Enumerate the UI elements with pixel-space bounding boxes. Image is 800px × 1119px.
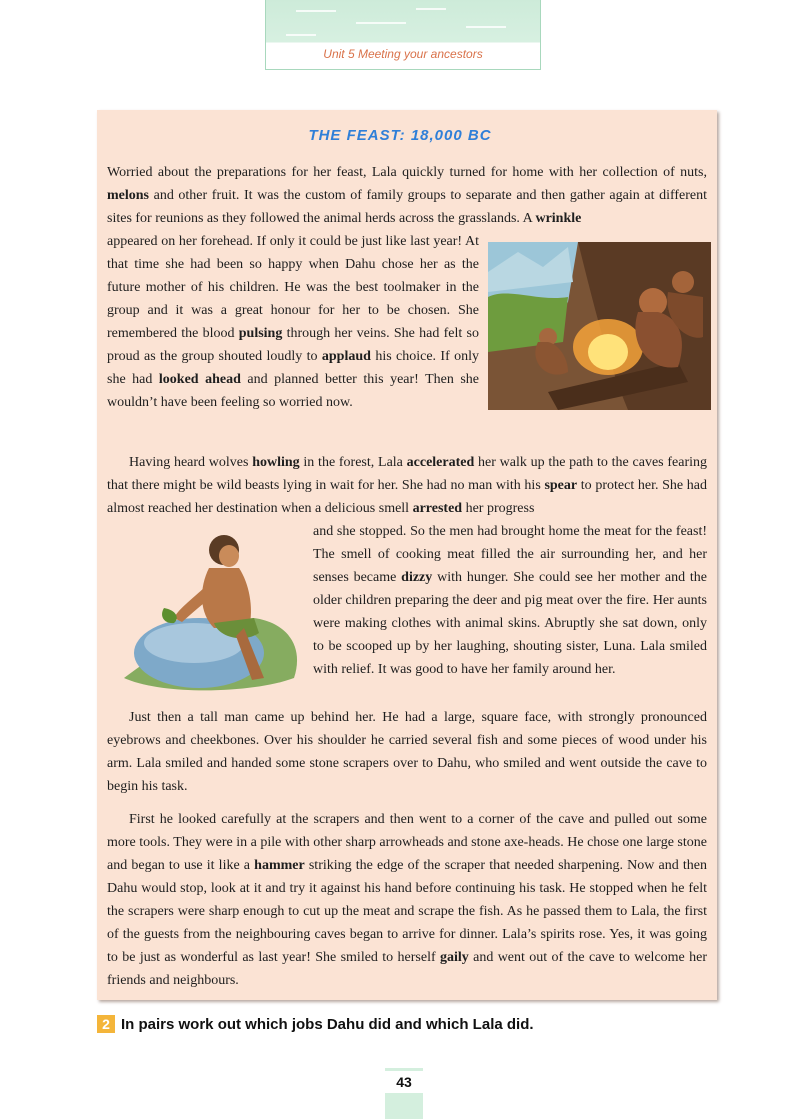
- stoneworker-illustration: [104, 528, 306, 696]
- paragraph-1-continued: appeared on her forehead. If only it could be just like last year! At that time she had been so happy when Dahu chose her as the future mother of his children. He was the best toolmaker in the group and it was a great honour for her to be chosen. She remembered the blood pulsing through her veins. She had felt so proud as the group shouted loudly to applaud his choice. If only she had looked ahead and planned better this year! Then she wouldn’t have been feeling so worried now.: [107, 234, 480, 410]
- unit-header-tab: [265, 0, 541, 70]
- page-number: 43: [385, 1071, 423, 1093]
- task-number-badge: 2: [97, 1015, 115, 1033]
- unit-label: Unit 5 Meeting your ancestors: [323, 47, 483, 61]
- paragraph-1: Worried about the preparations for her feast, Lala quickly turned for home with her collection of nuts, melons and other fruit. It was the custom of family groups to separate and then gather again at different sites for reunions as they followed the animal herds across the grasslands. A wrinkle: [107, 165, 708, 226]
- paragraph-4: First he looked carefully at the scrapers and then went to a corner of the cave and pulled out some more tools. They were in a pile with other sharp arrowheads and stone axe-heads. He chose one large stone and began to use it like a hammer striking the edge of the scraper that needed sharpening. Now and then Dahu would stop, look at it and try it against his hand before continuing his task. He stopped when he felt the scrapers were sharp enough to cut up the meat and scrape the fish. As he passed them to Lala, the first of the guests from the neighbouring caves began to arrive for dinner. Lala’s spirits rose. Yes, it was going to be just as wonderful as last year! She smiled to herself gaily and went out of the cave to welcome her friends and neighbours.: [107, 812, 708, 988]
- page-number-tab: [385, 1068, 423, 1119]
- task-instruction: [97, 1015, 534, 1033]
- campfire-illustration: [488, 242, 711, 410]
- article-title: THE FEAST: 18,000 BC: [308, 127, 492, 144]
- task-text: In pairs work out which jobs Dahu did and which Lala did.: [121, 1016, 534, 1033]
- paragraph-2-continued: and she stopped. So the men had brought home the meat for the feast! The smell of cooking meat filled the air surrounding her, and her senses became dizzy with hunger. She could see her mother and the older children preparing the deer and pig meat over the fire. Her aunts were making clothes with animal skins. Abruptly she sat down, only to be scooped up by her laughing, shouting sister, Luna. Lala smiled with relief. It was good to have her family around her.: [313, 524, 708, 677]
- paragraph-3: Just then a tall man came up behind her. He had a large, square face, with strongly pronounced eyebrows and cheekbones. Over his shoulder he carried several fish and some pieces of wood under his arm. Lala smiled and handed some stone scrapers over to Dahu, who smiled and went outside the cave to begin his task.: [107, 710, 708, 794]
- paragraph-2: Having heard wolves howling in the forest, Lala accelerated her walk up the path to the caves fearing that there might be wild beasts lying in wait for her. She had no man with his spear to protect her. She had almost reached her destination when a delicious smell arrested her progress: [107, 455, 708, 516]
